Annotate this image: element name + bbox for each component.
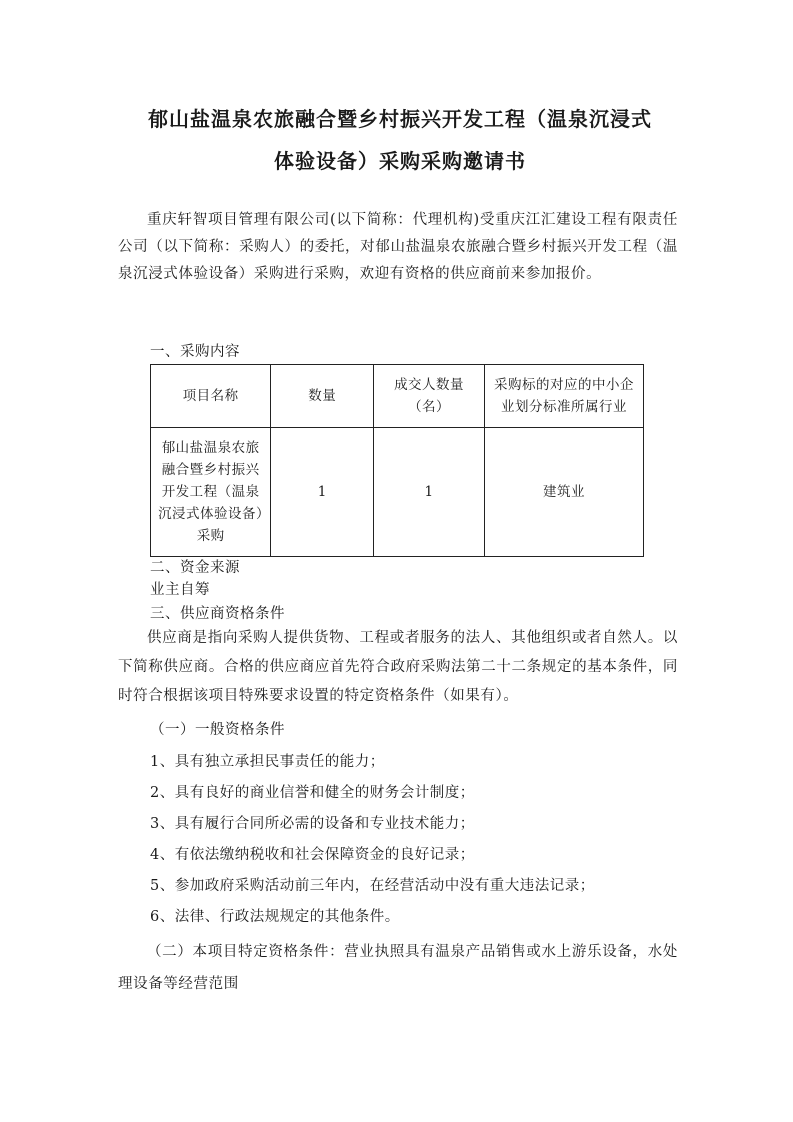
list-item: 3、具有履行合同所必需的设备和专业技术能力； — [150, 816, 475, 832]
table-header-cell: 成交人数量（名） — [374, 365, 485, 428]
table-cell-quantity: 1 — [271, 428, 374, 557]
table-cell-industry: 建筑业 — [484, 428, 643, 557]
section2-heading: 二、资金来源 — [150, 560, 240, 576]
specific-conditions-paragraph: （二）本项目特定资格条件：营业执照具有温泉产品销售或水上游乐设备，水处理设备等经营范围 — [118, 944, 678, 992]
document-title-line1: 郁山盐温泉农旅融合暨乡村振兴开发工程（温泉沉浸式 — [148, 107, 652, 131]
list-item: 6、法律、行政法规规定的其他条件。 — [150, 909, 400, 925]
table-row — [151, 428, 644, 557]
table-cell-project-name: 郁山盐温泉农旅融合暨乡村振兴开发工程（温泉沉浸式体验设备）采购 — [151, 428, 271, 557]
list-item: 1、具有独立承担民事责任的能力； — [150, 754, 385, 770]
table-header-cell: 项目名称 — [151, 365, 271, 428]
section3-heading: 三、供应商资格条件 — [150, 606, 285, 622]
general-conditions-heading: （一）一般资格条件 — [150, 722, 285, 738]
section1-heading: 一、采购内容 — [150, 344, 240, 360]
procurement-table — [150, 364, 644, 557]
table-header-cell: 采购标的对应的中小企业划分标准所属行业 — [484, 365, 643, 428]
document-title-line2: 体验设备）采购采购邀请书 — [274, 149, 526, 173]
table-header-cell: 数量 — [271, 365, 374, 428]
list-item: 2、具有良好的商业信誉和健全的财务会计制度； — [150, 785, 475, 801]
intro-paragraph: 重庆轩智项目管理有限公司(以下简称：代理机构)受重庆江汇建设工程有限责任公司（以下简称：采购人）的委托，对郁山盐温泉农旅融合暨乡村振兴开发工程（温泉沉浸式体验设备）采购进行采购，欢迎有资格的供应商前来参加报价。 — [118, 212, 678, 282]
section2-body: 业主自筹 — [150, 582, 210, 598]
list-item: 4、有依法缴纳税收和社会保障资金的良好记录； — [150, 847, 475, 863]
section3-body: 供应商是指向采购人提供货物、工程或者服务的法人、其他组织或者自然人。以下简称供应商。合格的供应商应首先符合政府采购法第二十二条规定的基本条件，同时符合根据该项目特殊要求设置的特定资格条件（如果有）。 — [118, 630, 678, 704]
table-header-row — [151, 365, 644, 428]
table-cell-winner-count: 1 — [374, 428, 485, 557]
list-item: 5、参加政府采购活动前三年内，在经营活动中没有重大违法记录； — [150, 878, 595, 894]
